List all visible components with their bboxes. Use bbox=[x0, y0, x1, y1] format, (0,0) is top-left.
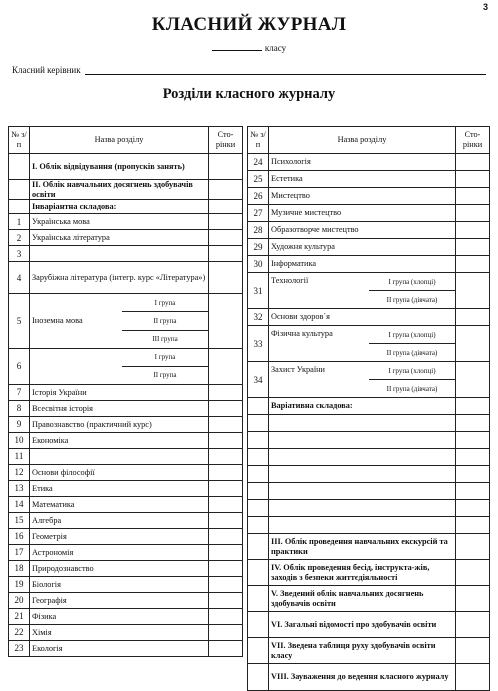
table-row bbox=[248, 638, 490, 664]
table-row bbox=[248, 449, 490, 466]
row-number: 15 bbox=[9, 512, 30, 528]
pages-cell bbox=[456, 415, 490, 432]
row-number: 17 bbox=[9, 544, 30, 560]
row-number: 5 bbox=[9, 294, 30, 349]
group-label: ІІ група bbox=[122, 312, 208, 330]
section-name: Основи здоров᾽я bbox=[271, 312, 330, 322]
section-name: Захист України bbox=[271, 365, 326, 374]
section-name-cell bbox=[30, 464, 209, 480]
pages-cell bbox=[209, 448, 243, 464]
pages-header: Сто-рінки bbox=[456, 127, 490, 154]
section-name: V. Зведений облік навчальних досягнень здобувачів освіти bbox=[271, 589, 424, 608]
section-name: Технології bbox=[271, 276, 309, 285]
section-name-cell bbox=[30, 180, 209, 200]
section-name-cell bbox=[269, 256, 456, 273]
pages-cell bbox=[209, 230, 243, 246]
section-name: Правознавство (практичний курс) bbox=[32, 419, 152, 429]
group-label: ІІ група bbox=[153, 371, 177, 380]
row-number bbox=[248, 449, 269, 466]
table-row bbox=[248, 205, 490, 222]
row-number: 29 bbox=[248, 239, 269, 256]
pages-cell bbox=[456, 664, 490, 691]
row-number: 2 bbox=[9, 230, 30, 246]
table-row bbox=[9, 214, 243, 230]
section-name: IV. Облік проведення бесід, інструкта-жів, заходів з безпеки життєдіяльності bbox=[271, 563, 430, 582]
section-name-cell bbox=[269, 273, 456, 309]
pages-cell bbox=[456, 517, 490, 534]
section-name-cell bbox=[269, 222, 456, 239]
section-name-cell bbox=[30, 528, 209, 544]
pages-cell bbox=[209, 576, 243, 592]
table-row bbox=[248, 483, 490, 500]
row-number: 34 bbox=[248, 362, 269, 398]
table-row bbox=[248, 586, 490, 612]
row-number: 10 bbox=[9, 432, 30, 448]
section-name: Геометрія bbox=[32, 531, 67, 541]
section-name-cell bbox=[269, 612, 456, 638]
pages-cell bbox=[456, 309, 490, 326]
section-name-cell bbox=[30, 560, 209, 576]
table-row bbox=[9, 544, 243, 560]
section-name-cell bbox=[269, 483, 456, 500]
row-number: 32 bbox=[248, 309, 269, 326]
pages-cell bbox=[456, 222, 490, 239]
pages-cell bbox=[209, 544, 243, 560]
table-row bbox=[9, 496, 243, 512]
pages-header: Сто-рінки bbox=[209, 127, 243, 154]
section-name-cell bbox=[269, 205, 456, 222]
row-number: 7 bbox=[9, 384, 30, 400]
table-row bbox=[248, 188, 490, 205]
table-row bbox=[248, 560, 490, 586]
sections-subtitle: Розділи класного журналу bbox=[162, 86, 336, 102]
class-suffix: класу bbox=[264, 43, 287, 53]
row-number: 31 bbox=[248, 273, 269, 309]
group-label: І група bbox=[122, 349, 208, 367]
row-number: 18 bbox=[9, 560, 30, 576]
pages-cell bbox=[456, 534, 490, 560]
table-row bbox=[248, 415, 490, 432]
class-line bbox=[0, 42, 498, 53]
row-number: 21 bbox=[9, 608, 30, 624]
section-name: Географія bbox=[32, 595, 67, 605]
teacher-label: Класний керівник bbox=[12, 65, 81, 75]
section-name: Образотворче мистецтво bbox=[271, 225, 359, 235]
table-row bbox=[248, 664, 490, 691]
pages-cell bbox=[456, 188, 490, 205]
table-row bbox=[248, 309, 490, 326]
table-row bbox=[9, 448, 243, 464]
pages-cell bbox=[209, 180, 243, 200]
table-row bbox=[9, 154, 243, 180]
row-number: 33 bbox=[248, 326, 269, 362]
table-row bbox=[248, 534, 490, 560]
row-number: 23 bbox=[9, 640, 30, 656]
pages-cell bbox=[209, 496, 243, 512]
row-number bbox=[248, 612, 269, 638]
table-row bbox=[9, 640, 243, 656]
table-row bbox=[248, 517, 490, 534]
section-name-cell bbox=[269, 534, 456, 560]
section-name bbox=[30, 349, 122, 384]
pages-cell bbox=[209, 262, 243, 294]
pages-cell bbox=[456, 362, 490, 398]
pages-cell bbox=[209, 246, 243, 262]
pages-cell bbox=[209, 608, 243, 624]
pages-cell bbox=[209, 464, 243, 480]
row-number bbox=[248, 500, 269, 517]
section-name-cell bbox=[30, 576, 209, 592]
row-number: 3 bbox=[9, 246, 30, 262]
section-name-cell bbox=[269, 432, 456, 449]
section-name: ІІ. Облік навчальних досягнень здобувачів освіти bbox=[32, 180, 193, 199]
section-name: Екологія bbox=[32, 643, 63, 653]
section-name: Історія України bbox=[32, 387, 87, 397]
section-name: Біологія bbox=[32, 579, 61, 589]
section-name-cell bbox=[30, 624, 209, 640]
pages-cell bbox=[209, 154, 243, 180]
section-name: Фізика bbox=[32, 611, 57, 621]
table-row bbox=[9, 624, 243, 640]
section-name-cell bbox=[269, 500, 456, 517]
section-name-cell bbox=[269, 309, 456, 326]
section-name-cell bbox=[30, 230, 209, 246]
section-name-cell bbox=[269, 171, 456, 188]
section-name-cell bbox=[30, 416, 209, 432]
row-number bbox=[248, 483, 269, 500]
pages-cell bbox=[456, 239, 490, 256]
section-name: Мистецтво bbox=[271, 191, 310, 201]
pages-cell bbox=[209, 560, 243, 576]
section-name: Українська література bbox=[32, 232, 110, 242]
row-number bbox=[248, 534, 269, 560]
section-name: VІІІ. Зауваження до ведення класного журналу bbox=[271, 672, 449, 682]
pages-cell bbox=[456, 273, 490, 309]
pages-cell bbox=[209, 512, 243, 528]
section-name-cell bbox=[269, 415, 456, 432]
row-number bbox=[248, 517, 269, 534]
row-number: 20 bbox=[9, 592, 30, 608]
row-number: 12 bbox=[9, 464, 30, 480]
row-number: 26 bbox=[248, 188, 269, 205]
table-row bbox=[9, 180, 243, 200]
pages-cell bbox=[209, 400, 243, 416]
section-name-cell bbox=[30, 246, 209, 262]
section-name: Астрономія bbox=[32, 547, 74, 557]
right-sections-table bbox=[247, 126, 490, 691]
group-label: ІІ група (дівчата) bbox=[386, 348, 438, 357]
row-number bbox=[248, 432, 269, 449]
pages-cell bbox=[209, 294, 243, 349]
table-row bbox=[248, 500, 490, 517]
row-number: 9 bbox=[9, 416, 30, 432]
table-row bbox=[9, 576, 243, 592]
pages-cell bbox=[456, 586, 490, 612]
left-sections-table bbox=[8, 126, 243, 657]
table-row bbox=[248, 326, 490, 362]
pages-cell bbox=[456, 638, 490, 664]
section-name: Всесвітня історія bbox=[32, 403, 93, 413]
section-name-cell bbox=[30, 512, 209, 528]
section-name-cell bbox=[30, 262, 209, 294]
section-name-cell bbox=[30, 608, 209, 624]
section-name: Алгебра bbox=[32, 515, 62, 525]
table-row bbox=[9, 432, 243, 448]
row-number: 16 bbox=[9, 528, 30, 544]
table-row bbox=[9, 480, 243, 496]
pages-cell bbox=[456, 483, 490, 500]
table-row bbox=[248, 239, 490, 256]
table-row bbox=[9, 384, 243, 400]
pages-cell bbox=[456, 256, 490, 273]
pages-cell bbox=[209, 640, 243, 656]
row-number bbox=[248, 466, 269, 483]
table-row bbox=[9, 528, 243, 544]
name-header: Назва розділу bbox=[269, 127, 456, 154]
pages-cell bbox=[456, 205, 490, 222]
name-header: Назва розділу bbox=[30, 127, 209, 154]
section-name-cell bbox=[30, 214, 209, 230]
section-name-cell bbox=[30, 294, 209, 349]
row-number bbox=[248, 398, 269, 415]
section-name-cell bbox=[269, 326, 456, 362]
group-label: І група (хлопці) bbox=[369, 326, 455, 344]
section-name: Іноземна мова bbox=[32, 316, 83, 326]
group-label: І група (хлопці) bbox=[369, 362, 455, 380]
table-row bbox=[9, 512, 243, 528]
section-name: Художня культура bbox=[271, 242, 335, 252]
pages-cell bbox=[456, 432, 490, 449]
section-name: Основи філософії bbox=[32, 467, 95, 477]
pages-cell bbox=[209, 592, 243, 608]
section-name: Психологія bbox=[271, 157, 311, 167]
section-name-cell bbox=[269, 449, 456, 466]
row-number bbox=[9, 180, 30, 200]
section-name: Природознавство bbox=[32, 563, 94, 573]
table-row bbox=[248, 398, 490, 415]
table-row bbox=[248, 171, 490, 188]
table-row bbox=[9, 560, 243, 576]
section-name-cell bbox=[30, 200, 209, 214]
section-name: Етика bbox=[32, 483, 53, 493]
table-row bbox=[248, 273, 490, 309]
pages-cell bbox=[456, 398, 490, 415]
row-number: 11 bbox=[9, 448, 30, 464]
row-number bbox=[248, 664, 269, 691]
table-row bbox=[248, 432, 490, 449]
pages-cell bbox=[456, 612, 490, 638]
section-name: І. Облік відвідування (пропусків занять) bbox=[32, 161, 185, 171]
row-number: 6 bbox=[9, 348, 30, 384]
section-name-cell bbox=[30, 154, 209, 180]
section-name: Економіка bbox=[32, 435, 69, 445]
group-label: ІІ група (дівчата) bbox=[386, 295, 438, 304]
row-number: 13 bbox=[9, 480, 30, 496]
row-number: 8 bbox=[9, 400, 30, 416]
teacher-blank-line bbox=[85, 66, 486, 75]
teacher-line bbox=[12, 65, 486, 75]
section-name-cell bbox=[269, 154, 456, 171]
section-name: VІІ. Зведена таблиця руху здобувачів освіти класу bbox=[271, 641, 436, 660]
table-row bbox=[9, 246, 243, 262]
section-name: Інформатика bbox=[271, 259, 317, 269]
pages-cell bbox=[209, 200, 243, 214]
section-name: Хімія bbox=[32, 627, 52, 637]
row-number: 19 bbox=[9, 576, 30, 592]
table-row bbox=[248, 256, 490, 273]
section-name: Математика bbox=[32, 499, 75, 509]
section-name-cell bbox=[30, 400, 209, 416]
section-name-cell bbox=[269, 664, 456, 691]
section-name-cell bbox=[30, 448, 209, 464]
section-name-cell bbox=[269, 586, 456, 612]
pages-cell bbox=[209, 432, 243, 448]
table-row bbox=[248, 362, 490, 398]
row-number bbox=[9, 154, 30, 180]
table-row bbox=[9, 608, 243, 624]
section-name: Музичне мистецтво bbox=[271, 208, 342, 218]
pages-cell bbox=[209, 624, 243, 640]
row-number: 4 bbox=[9, 262, 30, 294]
section-name-cell bbox=[30, 480, 209, 496]
row-number: 24 bbox=[248, 154, 269, 171]
table-row bbox=[248, 612, 490, 638]
table-row bbox=[9, 294, 243, 349]
section-name: ІІІ. Облік проведення навчальних екскурсій та практики bbox=[271, 537, 448, 556]
table-row bbox=[9, 464, 243, 480]
table-row bbox=[9, 200, 243, 214]
pages-cell bbox=[209, 528, 243, 544]
row-number bbox=[248, 560, 269, 586]
pages-cell bbox=[456, 500, 490, 517]
section-name: Українська мова bbox=[32, 216, 90, 226]
section-name-cell bbox=[30, 348, 209, 384]
pages-cell bbox=[456, 171, 490, 188]
row-number: 22 bbox=[9, 624, 30, 640]
num-header: № з/п bbox=[9, 127, 30, 154]
section-name-cell bbox=[269, 466, 456, 483]
table-row bbox=[9, 592, 243, 608]
row-number: 27 bbox=[248, 205, 269, 222]
pages-cell bbox=[456, 449, 490, 466]
row-number: 25 bbox=[248, 171, 269, 188]
section-name: Варіативна складова: bbox=[271, 401, 353, 411]
section-name-cell bbox=[269, 560, 456, 586]
group-label: І група (хлопці) bbox=[369, 273, 455, 291]
row-number bbox=[9, 200, 30, 214]
group-label: І група bbox=[122, 294, 208, 312]
group-label: ІІІ група bbox=[152, 335, 178, 344]
row-number bbox=[248, 415, 269, 432]
pages-cell bbox=[209, 480, 243, 496]
section-name-cell bbox=[30, 640, 209, 656]
num-header: № з/п bbox=[248, 127, 269, 154]
row-number: 30 bbox=[248, 256, 269, 273]
row-number: 14 bbox=[9, 496, 30, 512]
pages-cell bbox=[209, 416, 243, 432]
table-row bbox=[9, 400, 243, 416]
table-row bbox=[248, 154, 490, 171]
section-name-cell bbox=[269, 188, 456, 205]
row-number: 28 bbox=[248, 222, 269, 239]
table-row bbox=[9, 262, 243, 294]
group-label: ІІ група (дівчата) bbox=[386, 384, 438, 393]
page-number: 3 bbox=[482, 2, 488, 12]
section-name-cell bbox=[30, 496, 209, 512]
section-name-cell bbox=[269, 239, 456, 256]
section-name-cell bbox=[269, 638, 456, 664]
section-name-cell bbox=[30, 432, 209, 448]
pages-cell bbox=[209, 214, 243, 230]
row-number: 1 bbox=[9, 214, 30, 230]
table-row bbox=[9, 230, 243, 246]
row-number bbox=[248, 638, 269, 664]
section-name-cell bbox=[30, 384, 209, 400]
section-name: Естетика bbox=[271, 174, 303, 184]
pages-cell bbox=[209, 384, 243, 400]
page-title: КЛАСНИЙ ЖУРНАЛ bbox=[151, 14, 347, 35]
table-row bbox=[248, 222, 490, 239]
pages-cell bbox=[209, 348, 243, 384]
pages-cell bbox=[456, 326, 490, 362]
section-name: Фізична культура bbox=[271, 329, 333, 338]
section-name-cell bbox=[269, 398, 456, 415]
table-row bbox=[9, 348, 243, 384]
section-name-cell bbox=[30, 592, 209, 608]
pages-cell bbox=[456, 154, 490, 171]
row-number bbox=[248, 586, 269, 612]
section-name: Інваріантна складова: bbox=[32, 201, 117, 211]
pages-cell bbox=[456, 466, 490, 483]
section-name: Зарубіжна література (інтегр. курс «Література») bbox=[32, 272, 206, 282]
section-name: VІ. Загальні відомості про здобувачів освіти bbox=[271, 619, 437, 629]
table-row bbox=[9, 416, 243, 432]
section-name-cell bbox=[269, 362, 456, 398]
section-name-cell bbox=[269, 517, 456, 534]
pages-cell bbox=[456, 560, 490, 586]
table-row bbox=[248, 466, 490, 483]
class-blank-line bbox=[212, 42, 262, 51]
section-name-cell bbox=[30, 544, 209, 560]
